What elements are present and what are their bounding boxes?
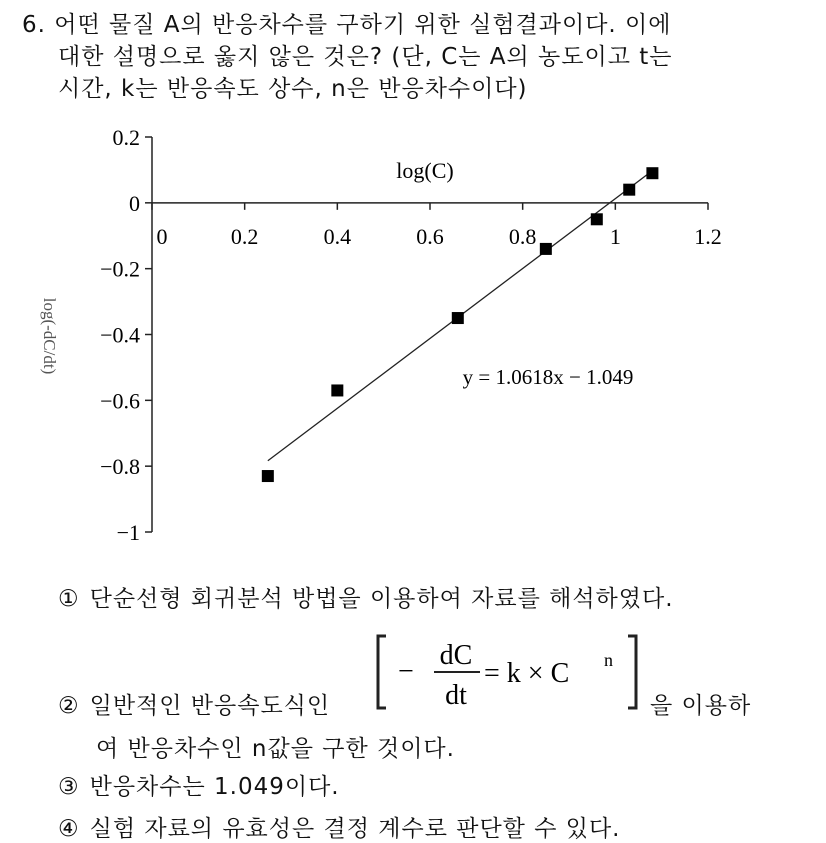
y-tick-label: −0.6	[100, 388, 140, 414]
data-points	[262, 167, 659, 482]
option-2	[58, 687, 330, 720]
option-3-number: ③	[58, 774, 80, 800]
data-point	[331, 384, 343, 396]
data-point	[591, 213, 603, 225]
question-line-2: 대한 설명으로 옳지 않은 것은? (단, C는 A의 농도이고 t는	[58, 44, 673, 70]
option-2-continuation: 여 반응차수인 n값을 구한 것이다.	[96, 736, 455, 762]
rate-equation-formula	[372, 628, 642, 714]
data-point	[623, 184, 635, 196]
option-3	[58, 768, 340, 801]
question-line-1: 6. 어떤 물질 A의 반응차수를 구하기 위한 실험결과이다. 이에	[22, 12, 672, 38]
left-bracket	[378, 636, 386, 708]
option-1-number: ①	[58, 586, 80, 612]
option-2-text-before: 일반적인 반응속도식인	[89, 693, 331, 719]
option-3-text: 반응차수는 1.049이다.	[89, 774, 340, 800]
chart-axes	[152, 137, 708, 532]
option-4-number: ④	[58, 816, 80, 842]
x-tick-label: 0.8	[508, 223, 537, 249]
formula-denominator: dt	[445, 680, 467, 711]
y-tick-label: −0.8	[100, 454, 140, 480]
y-tick-label: −1	[116, 520, 140, 545]
option-2-number: ②	[58, 693, 80, 719]
x-tick-label: 0.6	[416, 223, 444, 249]
x-tick-label: 1	[609, 223, 621, 249]
x-axis-label: log(C)	[396, 158, 454, 183]
question-line-3: 시간, k는 반응속도 상수, n은 반응차수이다)	[58, 76, 528, 102]
data-point	[262, 470, 274, 482]
y-tick-label: −0.4	[100, 322, 140, 348]
option-4	[58, 810, 620, 843]
right-bracket	[628, 636, 636, 708]
x-tick-label: 0.4	[323, 223, 352, 249]
option-1	[58, 580, 674, 613]
y-axis-label: log(-dC/dt)	[40, 297, 59, 375]
option-4-text: 실험 자료의 유효성은 결정 계수로 판단할 수 있다.	[89, 816, 621, 842]
y-tick-label: −0.2	[100, 256, 140, 282]
formula-minus: −	[398, 656, 414, 687]
option-2-after: 을 이용하	[650, 693, 752, 719]
formula-rhs: = k × C	[484, 658, 570, 689]
data-point	[452, 312, 464, 324]
y-tick-label: 0.2	[112, 125, 140, 150]
x-tick-label: 1.2	[694, 223, 722, 249]
option-1-text: 단순선형 회귀분석 방법을 이용하여 자료를 해석하였다.	[89, 586, 674, 612]
x-tick-label: 0.2	[230, 223, 259, 249]
formula-numerator: dC	[439, 640, 473, 671]
trendline-equation: y = 1.0618x − 1.049	[462, 365, 634, 389]
data-point	[646, 167, 658, 179]
x-tick-label: 0	[156, 223, 168, 249]
data-point	[540, 243, 552, 255]
y-tick-label: 0	[129, 190, 140, 216]
formula-exponent: n	[604, 650, 613, 670]
